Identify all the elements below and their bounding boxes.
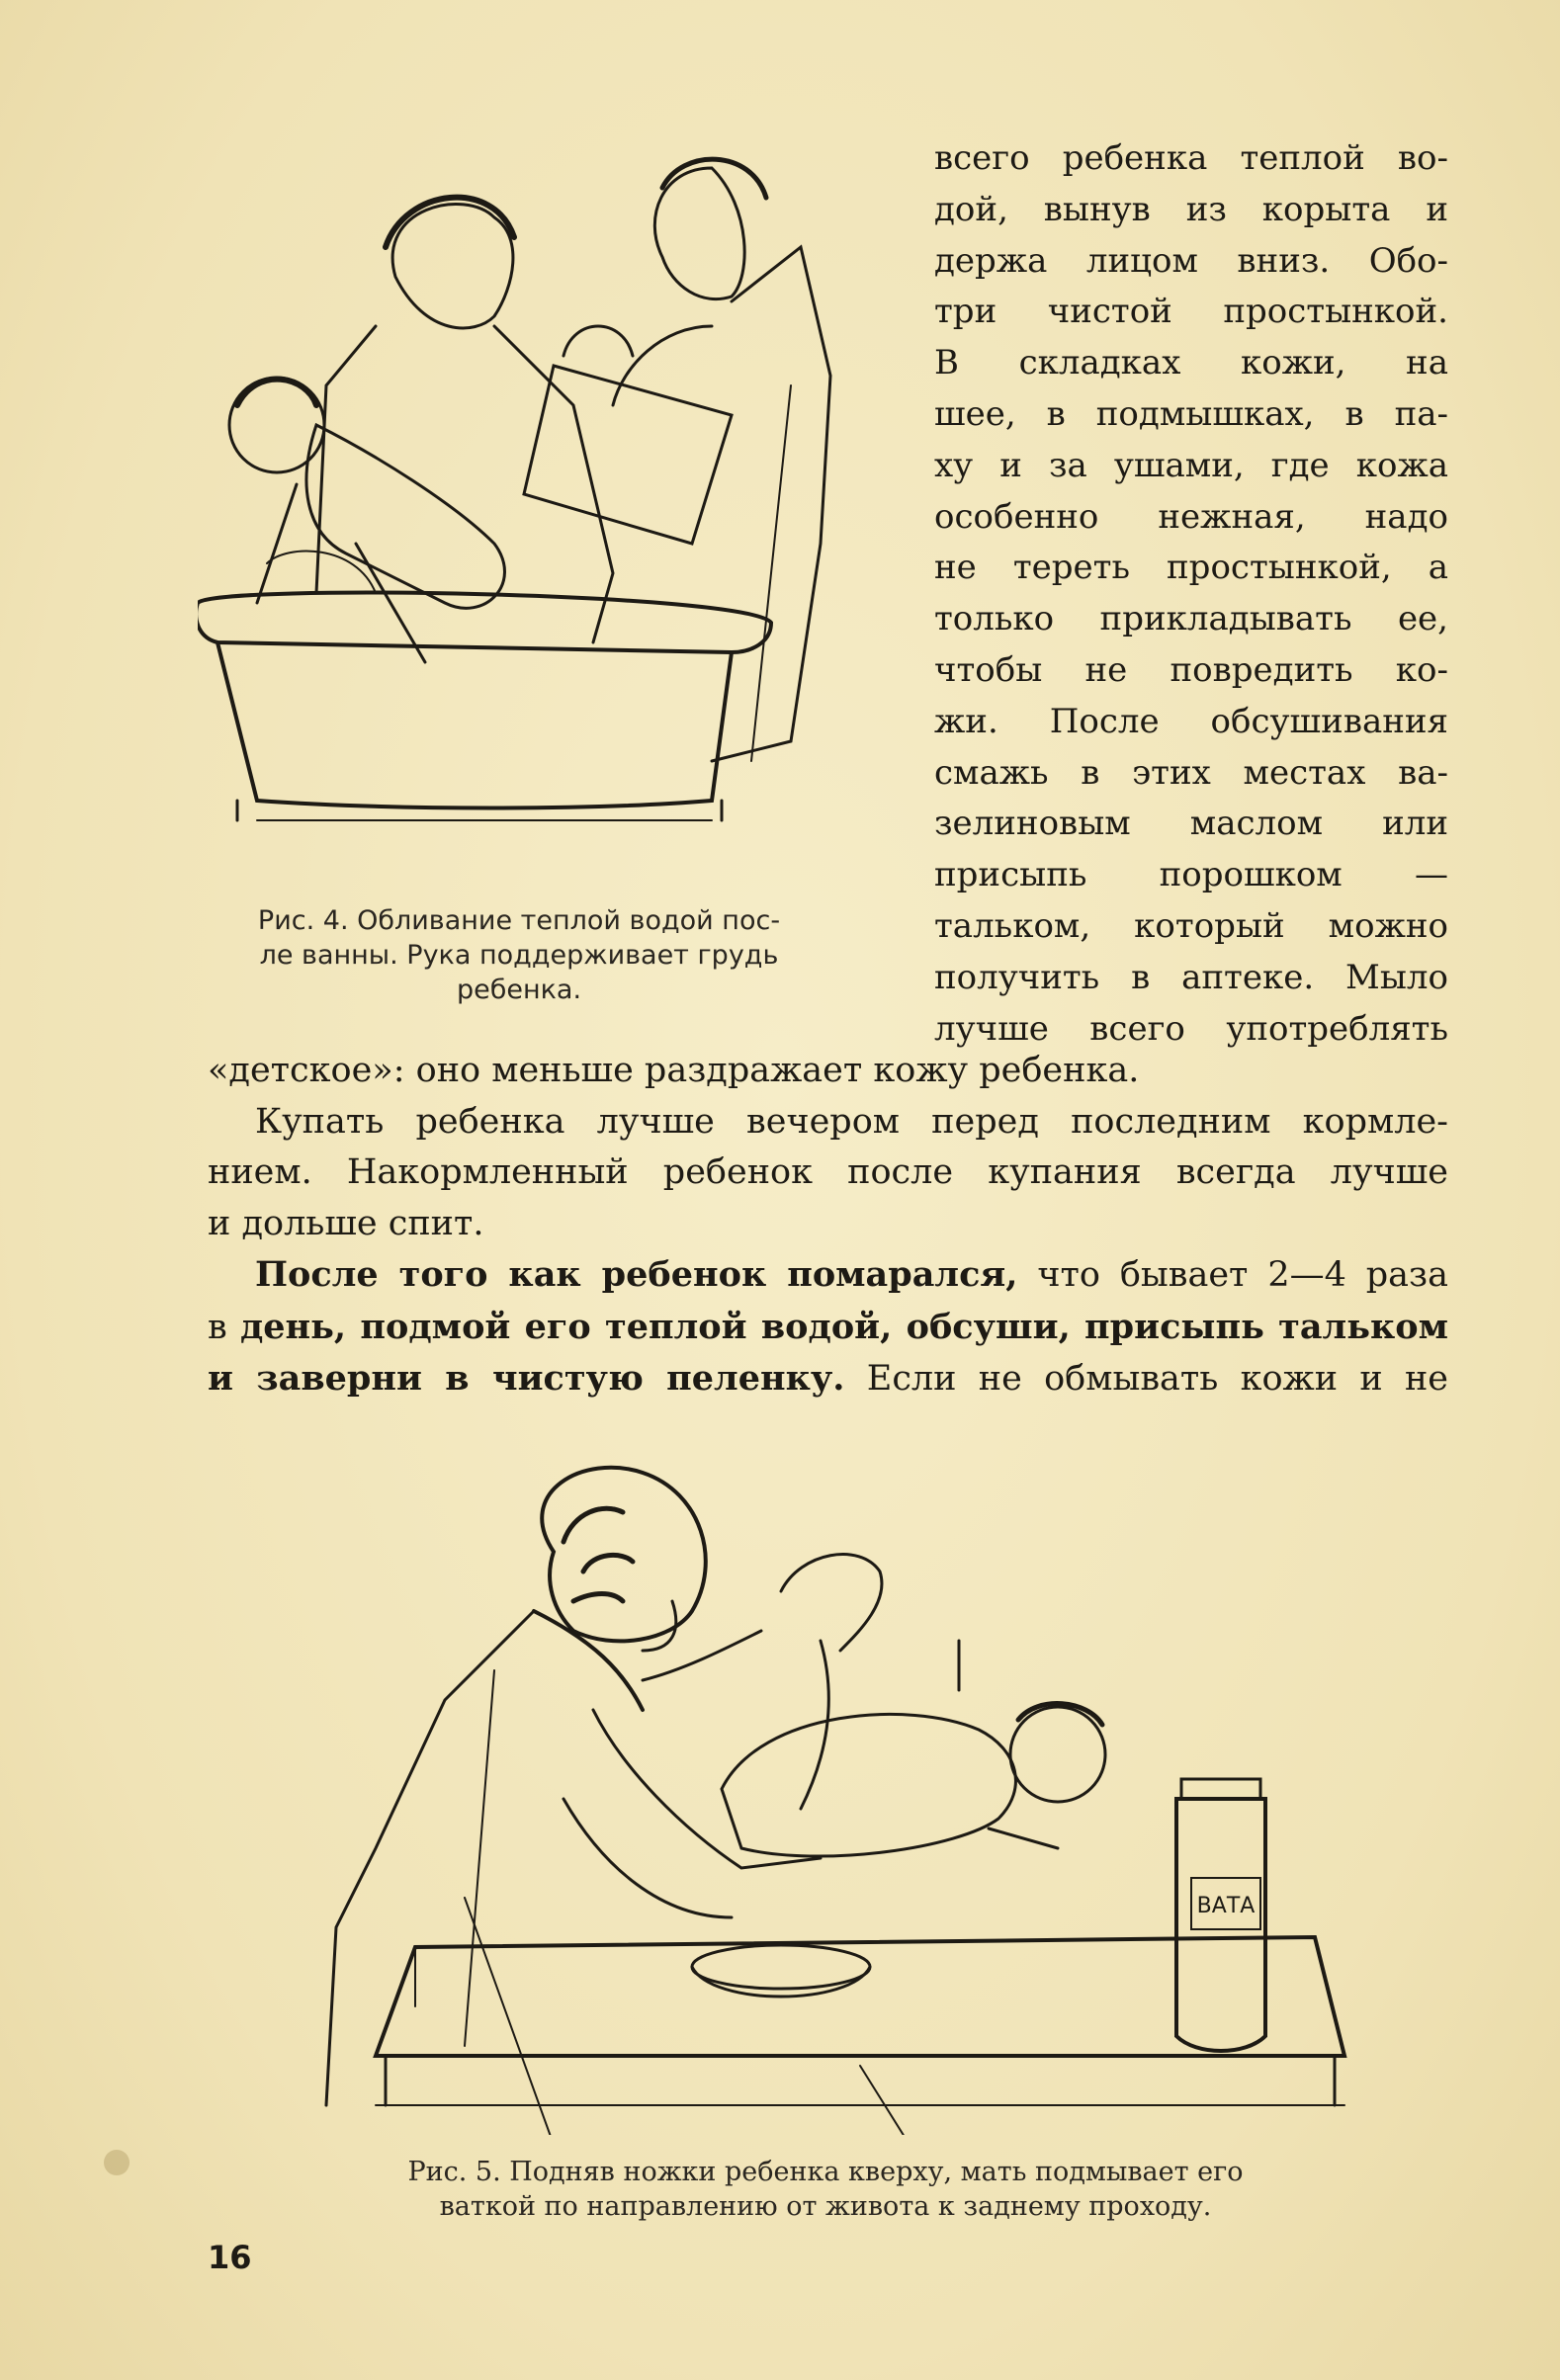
jar-label: ВАТА bbox=[1196, 1894, 1256, 1918]
text-line: присыпь порошком — bbox=[934, 855, 1448, 895]
body-text bbox=[208, 1046, 1448, 1405]
text-line: получить в аптеке. Мыло bbox=[934, 957, 1448, 997]
text-line: Купать ребенка лучше вечером перед последним кормле- bbox=[255, 1101, 1448, 1142]
text-line: держа лицом вниз. Обо- bbox=[934, 240, 1448, 281]
text-span: Если не обмывать кожи и не bbox=[844, 1359, 1449, 1399]
figure-5-caption bbox=[297, 2155, 1354, 2224]
text-line: зелиновым маслом или bbox=[934, 804, 1448, 844]
figure-5-changing-illustration bbox=[267, 1453, 1364, 2135]
text-line: «детское»: оно меньше раздражает кожу ребенка. bbox=[208, 1051, 1140, 1090]
text-line: чтобы не повредить ко- bbox=[934, 649, 1448, 690]
text-span: в bbox=[208, 1307, 240, 1347]
text-line: три чистой простынкой. bbox=[934, 292, 1448, 332]
text-line: не тереть простынкой, а bbox=[934, 548, 1448, 588]
text-line: дой, вынув из корыта и bbox=[934, 189, 1448, 229]
figure-4-caption-line: Рис. 4. Обливание теплой водой пос- bbox=[257, 905, 781, 936]
bold-text: день, подмой его теплой водой, обсуши, присыпь тальком bbox=[239, 1306, 1448, 1347]
bold-text: и заверни в чистую пеленку. bbox=[208, 1358, 845, 1399]
right-column-text bbox=[934, 133, 1448, 1055]
figure-4-bathing-illustration bbox=[198, 128, 870, 880]
page-number: 16 bbox=[208, 2239, 252, 2276]
text-line bbox=[208, 1353, 1448, 1405]
text-line bbox=[208, 1302, 1448, 1354]
text-line: В складках кожи, на bbox=[934, 343, 1448, 383]
text-line: смажь в этих местах ва- bbox=[934, 752, 1448, 793]
figure-5-caption-line: Рис. 5. Подняв ножки ребенка кверху, мать подмывает его bbox=[407, 2157, 1244, 2187]
text-line bbox=[208, 1249, 1448, 1302]
text-line: особенно нежная, надо bbox=[934, 496, 1448, 537]
text-line: и дольше спит. bbox=[208, 1203, 484, 1243]
figure-4-caption-line: ребенка. bbox=[456, 975, 582, 1005]
figure-4-caption-line: ле ванны. Рука поддерживает грудь bbox=[259, 940, 779, 971]
text-line: жи. После обсушивания bbox=[934, 701, 1448, 741]
text-line: лучше всего употреблять bbox=[934, 1008, 1448, 1049]
text-line: шее, в подмышках, в па- bbox=[934, 393, 1448, 434]
text-line: всего ребенка теплой во- bbox=[934, 138, 1448, 178]
bold-text: После того как ребенок помарался, bbox=[255, 1254, 1018, 1295]
text-line: только прикладывать ее, bbox=[934, 599, 1448, 639]
text-line: ху и за ушами, где кожа bbox=[934, 445, 1448, 485]
text-line: нием. Накормленный ребенок после купания всегда лучше bbox=[208, 1152, 1448, 1192]
text-line: тальком, который можно bbox=[934, 905, 1448, 946]
figure-5-caption-line: ваткой по направлению от живота к заднему проходу. bbox=[439, 2191, 1212, 2222]
paper-stain bbox=[104, 2150, 130, 2175]
figure-4-caption bbox=[198, 903, 840, 1007]
text-span: что бывает 2—4 раза bbox=[1017, 1255, 1448, 1295]
